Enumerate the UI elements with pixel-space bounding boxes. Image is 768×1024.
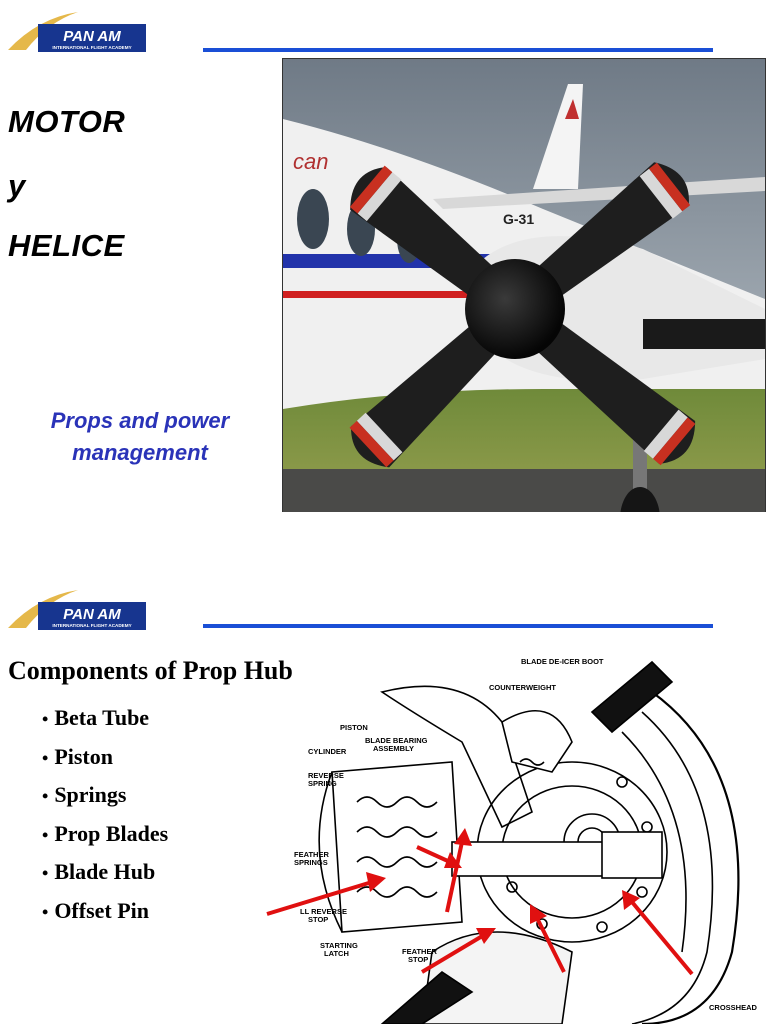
label-piston: PISTON [340,723,368,732]
list-item: • Beta Tube [42,705,150,730]
header-rule [203,48,713,52]
prop-hub-diagram [262,652,768,1024]
label-feather-1: FEATHER [294,850,329,859]
subtitle [20,405,260,469]
label-bearing-1: BLADE BEARING [365,736,428,745]
panam-logo [8,10,148,56]
svg-text:can: can [293,149,329,174]
label-feather-2: SPRINGS [294,858,328,867]
label-counterweight: COUNTERWEIGHT [489,683,556,692]
label-feather-stop-2: STOP [408,955,429,964]
turboprop-photo [282,58,766,512]
component-list [42,704,168,935]
label-full-reverse-1: LL REVERSE [300,907,347,916]
logo-tagline-text-2: INTERNATIONAL FLIGHT ACADEMY [52,623,132,628]
header-rule-2 [203,624,713,628]
slide-heading: Components of Prop Hub [8,656,293,685]
fuselage-registration: G-31 [503,211,535,227]
label-reverse-2: SPRING [308,779,337,788]
logo-brand-text-2: PAN AM [63,606,121,623]
bullet-text: Offset Pin [54,897,150,923]
logo-tagline-text: INTERNATIONAL FLIGHT ACADEMY [52,45,132,50]
list-item: • Prop Blades [42,820,169,846]
label-full-reverse-2: STOP [308,915,329,924]
red-arrow-offset-pin [622,890,692,974]
label-reverse-1: REVERSE [308,771,344,780]
bullet-text: Beta Tube [54,705,150,730]
panam-logo-2 [8,588,148,634]
label-bearing-2: ASSEMBLY [373,744,414,753]
list-item: • Springs [42,782,127,807]
list-item: • Blade Hub [42,859,156,884]
bullet-text: Springs [54,782,127,807]
bullet-text: Blade Hub [54,859,156,884]
subtitle-line-1: Props and power [50,408,230,433]
bullet-text: Prop Blades [54,820,169,846]
label-cylinder: CYLINDER [308,747,347,756]
title-line-2: y [8,168,26,203]
list-item: • Piston [42,743,113,769]
list-item: • Offset Pin [42,897,150,923]
bullet-text: Piston [54,743,113,769]
title-line-3: HELICE [8,228,125,263]
label-starting-1: STARTING [320,941,358,950]
subtitle-line-2: management [72,440,208,465]
logo-brand-text: PAN AM [63,28,121,45]
title-line-1: MOTOR [8,104,126,139]
label-feather-stop-1: FEATHER [402,947,437,956]
label-crosshead: CROSSHEAD [709,1003,757,1012]
label-deicer: BLADE DE-ICER BOOT [521,657,604,666]
label-starting-2: LATCH [324,949,349,958]
